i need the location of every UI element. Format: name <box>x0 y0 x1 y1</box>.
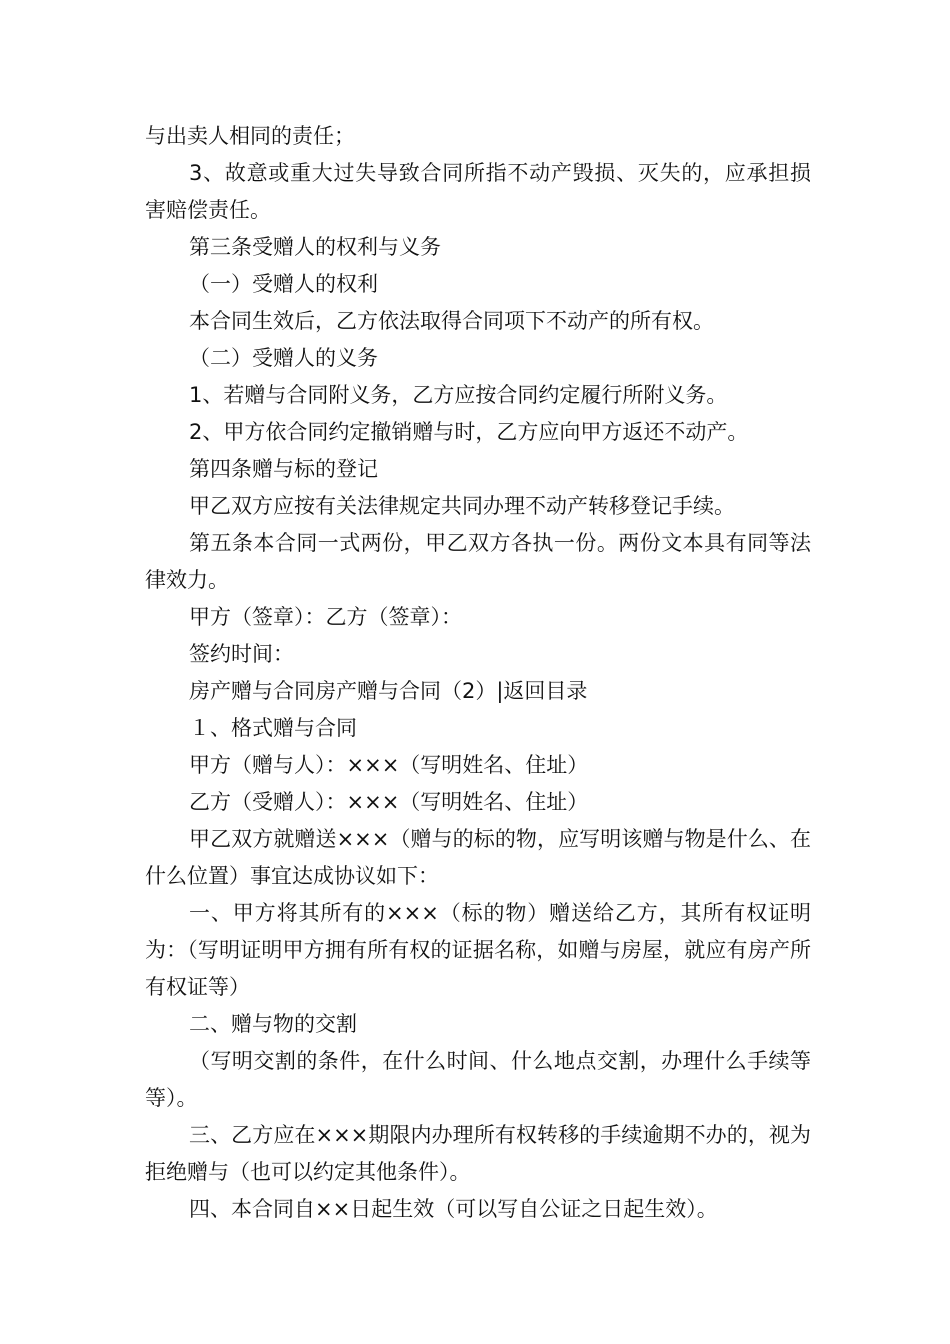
signing-date-line: 签约时间： <box>189 642 294 666</box>
section-heading: 二、赠与物的交割 <box>189 1012 357 1036</box>
paragraph: 四、本合同自××日起生效（可以写自公证之日起生效）。 <box>189 1197 718 1221</box>
paragraph: 三、乙方应在×××期限内办理所有权转移的手续逾期不办的，视为拒绝赠与（也可以约定其他条件）。 <box>145 1123 811 1184</box>
paragraph: 第五条本合同一式两份，甲乙双方各执一份。两份文本具有同等法律效力。 <box>145 531 811 592</box>
paragraph: 本合同生效后，乙方依法取得合同项下不动产的所有权。 <box>189 309 714 333</box>
signature-line: 甲方（签章）：乙方（签章）： <box>189 605 462 629</box>
subsection-heading: （二）受赠人的义务 <box>189 346 378 370</box>
paragraph: 甲乙双方就赠送×××（赠与的标的物，应写明该赠与物是什么、在什么位置）事宜达成协议如下： <box>145 827 811 888</box>
paragraph: 乙方（受赠人）：×××（写明姓名、住址） <box>189 790 589 814</box>
paragraph: 甲方（赠与人）：×××（写明姓名、住址） <box>189 753 589 777</box>
paragraph: 甲乙双方应按有关法律规定共同办理不动产转移登记手续。 <box>189 494 735 518</box>
paragraph: （写明交割的条件，在什么时间、什么地点交割，办理什么手续等等）。 <box>145 1049 811 1110</box>
paragraph: 1、若赠与合同附义务，乙方应按合同约定履行所附义务。 <box>189 383 728 407</box>
paragraph: 3、故意或重大过失导致合同所指不动产毁损、灭失的，应承担损害赔偿责任。 <box>145 161 811 222</box>
subsection-heading: １、格式赠与合同 <box>189 716 357 740</box>
section-heading: 第三条受赠人的权利与义务 <box>189 235 441 259</box>
paragraph: 2、甲方依合同约定撤销赠与时，乙方应向甲方返还不动产。 <box>189 420 749 444</box>
document-body <box>145 118 811 1228</box>
section-heading: 第四条赠与标的登记 <box>189 457 378 481</box>
document-title-link[interactable]: 房产赠与合同房产赠与合同（2）|返回目录 <box>189 679 588 703</box>
subsection-heading: （一）受赠人的权利 <box>189 272 378 296</box>
paragraph: 一、甲方将其所有的×××（标的物）赠送给乙方，其所有权证明为：（写明证明甲方拥有所有权的证据名称，如赠与房屋，就应有房产所有权证等） <box>145 901 811 999</box>
paragraph: 与出卖人相同的责任； <box>145 124 355 148</box>
